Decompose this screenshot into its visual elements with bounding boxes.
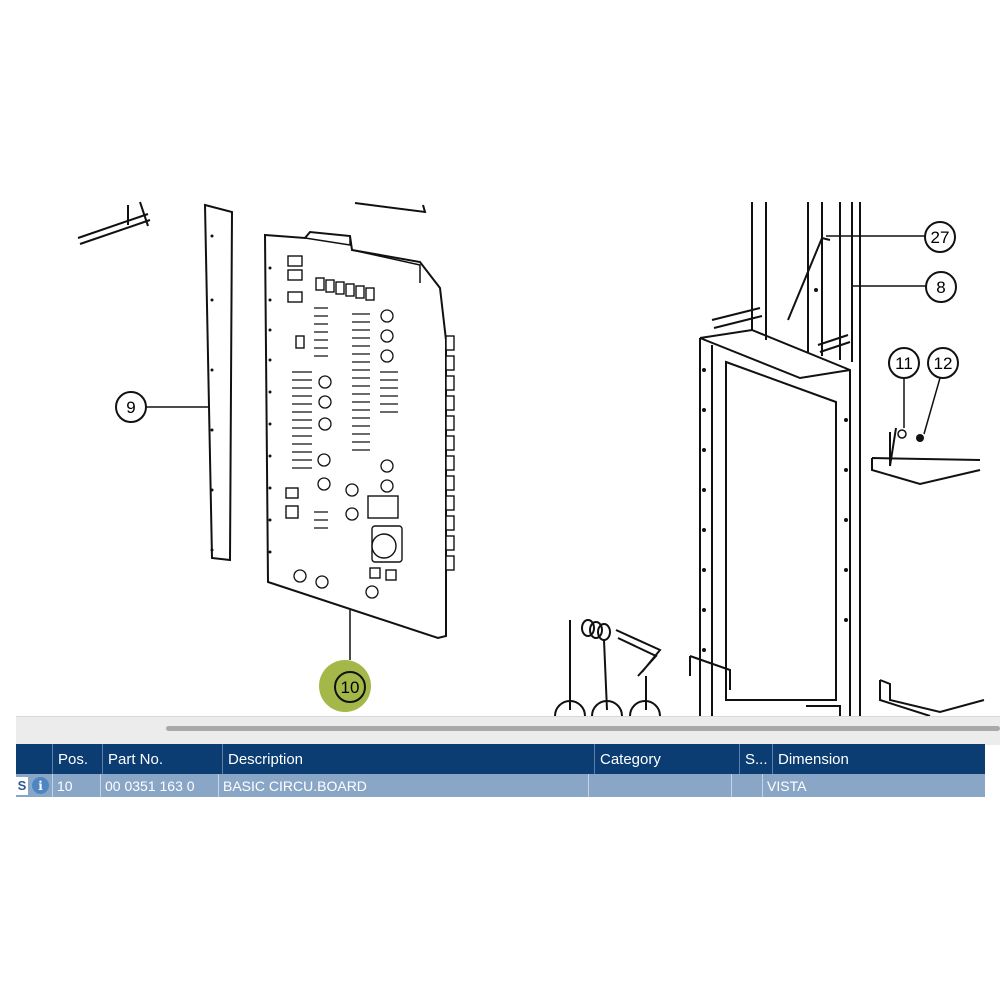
callout-11-label: 11 [895,354,913,373]
cell-dimension: VISTA [767,777,807,794]
cell-part-no: 00 0351 163 0 [101,774,219,797]
table-header [16,744,985,774]
info-icon[interactable]: i [32,777,49,794]
callout-10[interactable] [319,660,371,712]
horizontal-scrollbar[interactable] [16,716,1000,745]
callout-8[interactable] [926,272,956,302]
cell-description: BASIC CIRCU.BOARD [219,774,589,797]
row-icons-cell [16,774,53,797]
column-header-description[interactable]: Description [223,744,595,774]
column-header-part-no[interactable]: Part No. [103,744,223,774]
column-header-dimension[interactable]: Dimension [778,750,849,768]
callout-9-label: 9 [126,398,136,417]
column-header-s[interactable]: S... [740,744,773,774]
callout-9[interactable] [116,392,146,422]
callout-12[interactable] [928,348,958,378]
cell-category [589,774,732,797]
callout-27-label: 27 [930,228,950,247]
callout-10-label: 10 [340,678,360,697]
parts-table [16,744,985,797]
callout-8-label: 8 [936,278,946,297]
scrollbar-thumb[interactable] [166,726,1000,731]
exploded-parts-diagram[interactable] [16,200,1000,716]
column-header-category[interactable]: Category [595,744,740,774]
callout-12-label: 12 [933,354,953,373]
callout-27[interactable] [925,222,955,252]
s-icon[interactable]: S [17,778,27,793]
cell-pos: 10 [53,774,101,797]
circuit-board-drawing [211,232,455,660]
header-icon-column [16,744,53,774]
table-row[interactable] [16,774,985,797]
callout-11[interactable] [889,348,919,378]
cell-s [732,774,763,797]
column-header-pos[interactable]: Pos. [53,744,103,774]
